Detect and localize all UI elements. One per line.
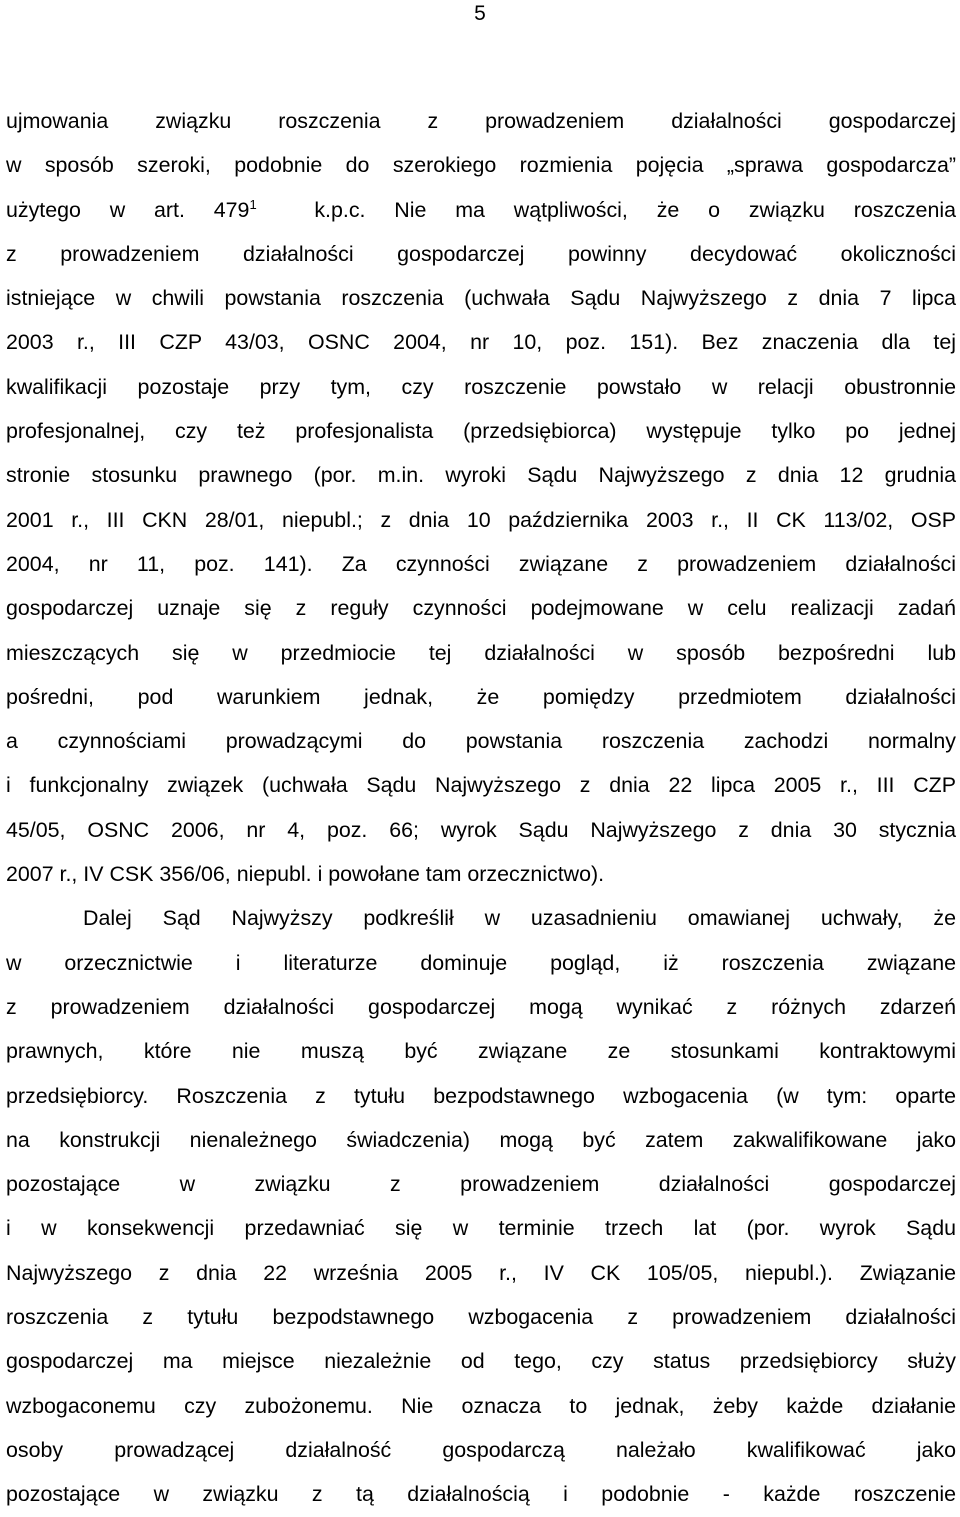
- superscript: 1: [249, 196, 257, 212]
- text-line: 45/05, OSNC 2006, nr 4, poz. 66; wyrok Sądu Najwyższego z dnia 30 stycznia: [6, 817, 956, 842]
- page-number: 5: [474, 2, 486, 25]
- text-line: Najwyższego z dnia 22 września 2005 r., IV CK 105/05, niepubl.). Związanie: [6, 1260, 956, 1285]
- text-line: z prowadzeniem działalności gospodarczej mogą wynikać z różnych zdarzeń: [6, 994, 956, 1019]
- text-line: przedsiębiorcy. Roszczenia z tytułu bezpodstawnego wzbogacenia (w tym: oparte: [6, 1083, 956, 1108]
- text-line-with-superscript: [6, 188, 956, 232]
- text-line: 2007 r., IV CSK 356/06, niepubl. i powołane tam orzecznictwo).: [6, 862, 605, 887]
- text-line: 2001 r., III CKN 28/01, niepubl.; z dnia 10 października 2003 r., II CK 113/02, OSP: [6, 507, 956, 532]
- article-reference: użytego w art. 479: [6, 197, 250, 222]
- document-body: [6, 99, 956, 1517]
- text-line: roszczenia z tytułu bezpodstawnego wzbogacenia z prowadzeniem działalności: [6, 1305, 956, 1330]
- text-line: gospodarczej ma miejsce niezależnie od tego, czy status przedsiębiorcy służy: [6, 1349, 956, 1374]
- text-line: profesjonalnej, czy też profesjonalista (przedsiębiorca) występuje tylko po jednej: [6, 419, 956, 444]
- text-line: ujmowania związku roszczenia z prowadzeniem działalności gospodarczej: [6, 109, 956, 133]
- text-line: osoby prowadzącej działalność gospodarczą należało kwalifikować jako: [6, 1437, 956, 1462]
- text-line: stronie stosunku prawnego (por. m.in. wyroki Sądu Najwyższego z dnia 12 grudnia: [6, 463, 956, 488]
- text-line: i funkcjonalny związek (uchwała Sądu Najwyższego z dnia 22 lipca 2005 r., III CZP: [6, 773, 956, 798]
- text-line: pozostające w związku z prowadzeniem działalności gospodarczej: [6, 1172, 956, 1197]
- text-line: w sposób szeroki, podobnie do szerokiego rozmienia pojęcia „sprawa gospodarcza”: [6, 153, 956, 178]
- text-line: kwalifikacji pozostaje przy tym, czy roszczenie powstało w relacji obustronnie: [6, 374, 956, 399]
- text-line: 2004, nr 11, poz. 141). Za czynności związane z prowadzeniem działalności: [6, 551, 956, 576]
- text-line: gospodarczej uznaje się z reguły czynności podejmowane w celu realizacji zadań: [6, 596, 956, 621]
- text-line: Dalej Sąd Najwyższy podkreślił w uzasadnieniu omawianej uchwały, że: [83, 906, 956, 931]
- text-line: mieszczących się w przedmiocie tej działalności w sposób bezpośredni lub: [6, 640, 956, 665]
- text-line: istniejące w chwili powstania roszczenia (uchwała Sądu Najwyższego z dnia 7 lipca: [6, 286, 956, 311]
- text-line: prawnych, które nie muszą być związane ze stosunkami kontraktowymi: [6, 1039, 956, 1064]
- text-line: w orzecznictwie i literaturze dominuje pogląd, iż roszczenia związane: [6, 950, 956, 975]
- paragraph-1: [6, 99, 956, 896]
- text-line: 2003 r., III CZP 43/03, OSNC 2004, nr 10, poz. 151). Bez znaczenia dla tej: [6, 330, 956, 355]
- text-line: z prowadzeniem działalności gospodarczej powinny decydować okoliczności: [6, 241, 956, 266]
- text-line: i w konsekwencji przedawniać się w terminie trzech lat (por. wyrok Sądu: [6, 1216, 956, 1241]
- paragraph-2: [6, 896, 956, 1516]
- text-line: pośredni, pod warunkiem jednak, że pomiędzy przedmiotem działalności: [6, 684, 956, 709]
- text-line: a czynnościami prowadzącymi do powstania roszczenia zachodzi normalny: [6, 729, 956, 754]
- text-line: pozostające w związku z tą działalnością i podobnie - każde roszczenie: [6, 1482, 956, 1507]
- text-line-continuation: k.p.c. Nie ma wątpliwości, że o związku roszczenia: [314, 197, 956, 222]
- text-line: na konstrukcji nienależnego świadczenia) mogą być zatem zakwalifikowane jako: [6, 1127, 956, 1152]
- text-line: wzbogaconemu czy zubożonemu. Nie oznacza to jednak, żeby każde działanie: [6, 1393, 956, 1418]
